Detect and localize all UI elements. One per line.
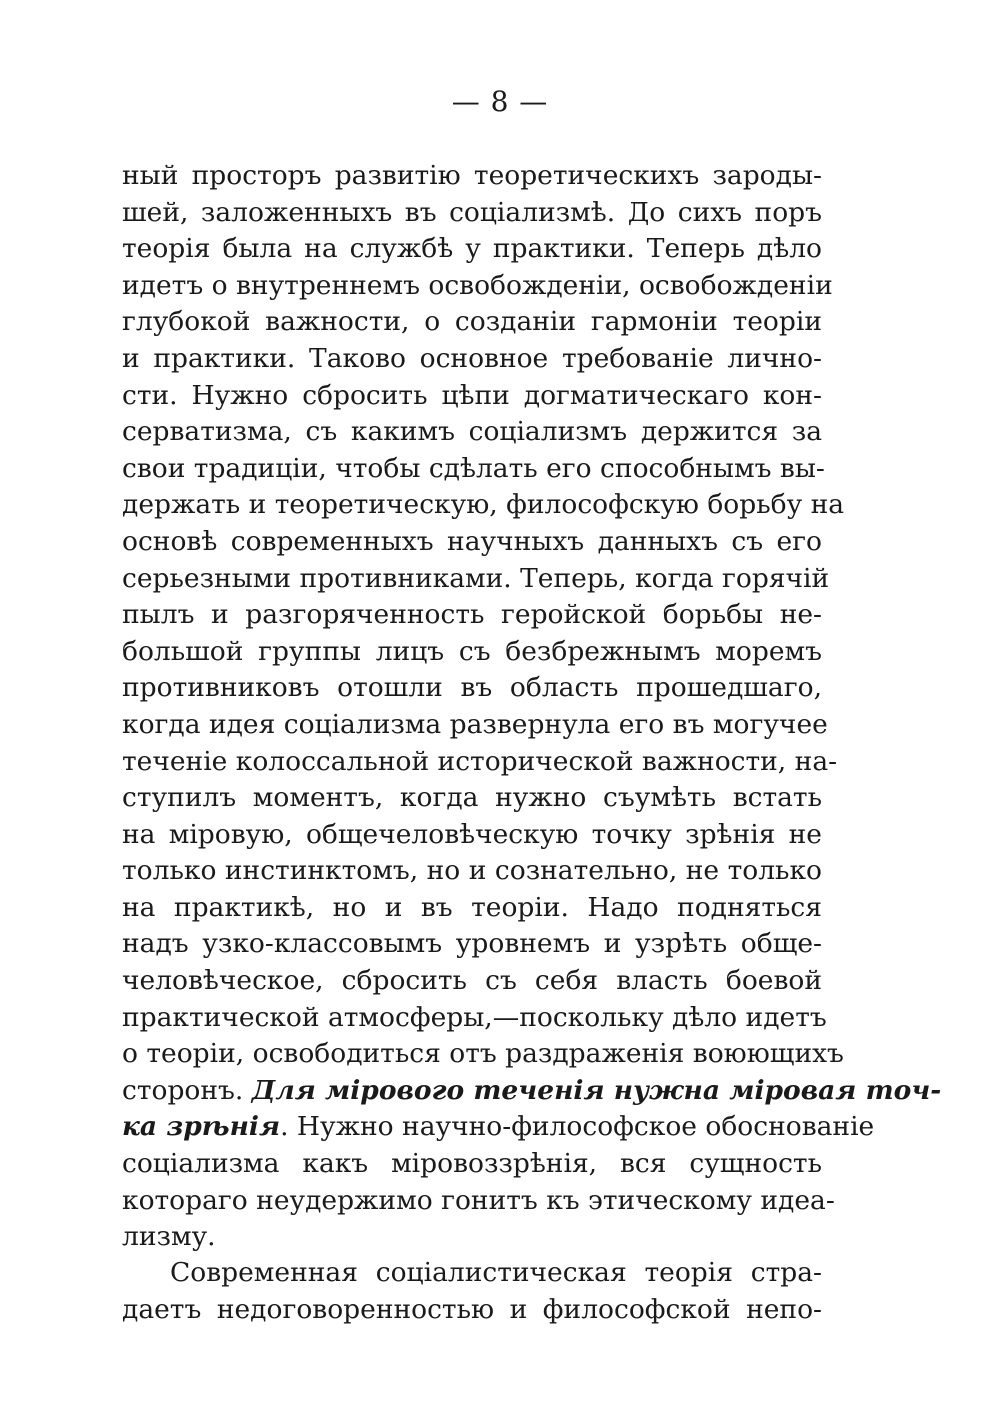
- text-line: когда идея соціализма развернула его въ могучее: [122, 708, 828, 740]
- text-line: серватизма, съ какимъ соціализмъ держится за: [122, 416, 822, 448]
- text-line: соціализма какъ міровоззрѣнія, вся сущность: [122, 1148, 822, 1180]
- text-line: глубокой важности, о созданіи гармоніи теоріи: [122, 306, 822, 338]
- text-line: ступилъ моментъ, когда нужно съумѣть встать: [122, 782, 822, 814]
- text-line: на практикѣ, но и въ теоріи. Надо подняться: [122, 891, 822, 923]
- text-line: пылъ и разгоряченность геройской борьбы не-: [122, 599, 822, 631]
- text-fragment: . Нужно научно-философское обоснованіе: [280, 1111, 875, 1143]
- text-line-with-emphasis: [122, 1109, 875, 1146]
- text-line: практической атмосферы,—поскольку дѣло идетъ: [122, 1001, 827, 1033]
- text-line: свои традиціи, чтобы сдѣлать его способнымъ вы-: [122, 452, 825, 484]
- text-line: противниковъ отошли въ область прошедшаго,: [122, 672, 822, 704]
- text-line: и практики. Таково основное требованіе лично-: [122, 342, 822, 374]
- emphasized-text: ка зрѣнія: [122, 1111, 281, 1143]
- text-line: лизму.: [122, 1221, 216, 1253]
- text-line-with-emphasis: [122, 1073, 942, 1110]
- text-fragment: сторонъ.: [122, 1074, 252, 1106]
- text-line: большой группы лицъ съ безбрежнымъ моремъ: [122, 635, 822, 667]
- text-line: сти. Нужно сбросить цѣпи догматическаго кон-: [122, 379, 822, 411]
- text-line: на міровую, общечеловѣческую точку зрѣнія не: [122, 818, 822, 850]
- paragraph-2: [122, 1255, 822, 1328]
- text-line: теченіе колоссальной исторической важности, на-: [122, 745, 838, 777]
- text-line: о теоріи, освободиться отъ раздраженія воюющихъ: [122, 1038, 844, 1070]
- text-line: серьезными противниками. Теперь, когда горячій: [122, 562, 830, 594]
- text-line: человѣческое, сбросить съ себя власть боевой: [122, 965, 822, 997]
- emphasized-text: Для мірового теченія нужна міровая точ-: [251, 1074, 942, 1106]
- text-line: теорія была на службѣ у практики. Теперь дѣло: [122, 233, 822, 265]
- text-line: шей, заложенныхъ въ соціализмѣ. До сихъ поръ: [122, 196, 822, 228]
- text-line: котораго неудержимо гонитъ къ этическому идеа-: [122, 1184, 835, 1216]
- page-number: — 8 —: [451, 85, 549, 118]
- text-line: Современная соціалистическая теорія стра-: [170, 1257, 822, 1288]
- text-line: надъ узко-классовымъ уровнемъ и узрѣть обще-: [122, 928, 822, 960]
- text-line: ный просторъ развитію теоретическихъ зароды-: [122, 160, 822, 191]
- paragraph-1: [122, 158, 942, 1256]
- text-line: основѣ современныхъ научныхъ данныхъ съ его: [122, 525, 822, 557]
- text-line: идетъ о внутреннемъ освобожденіи, освобожденіи: [122, 269, 833, 301]
- text-line: только инстинктомъ, но и сознательно, не только: [122, 855, 822, 887]
- text-line: даетъ недоговоренностью и философской непо-: [122, 1293, 822, 1325]
- text-line: держать и теоретическую, философскую борьбу на: [122, 489, 845, 521]
